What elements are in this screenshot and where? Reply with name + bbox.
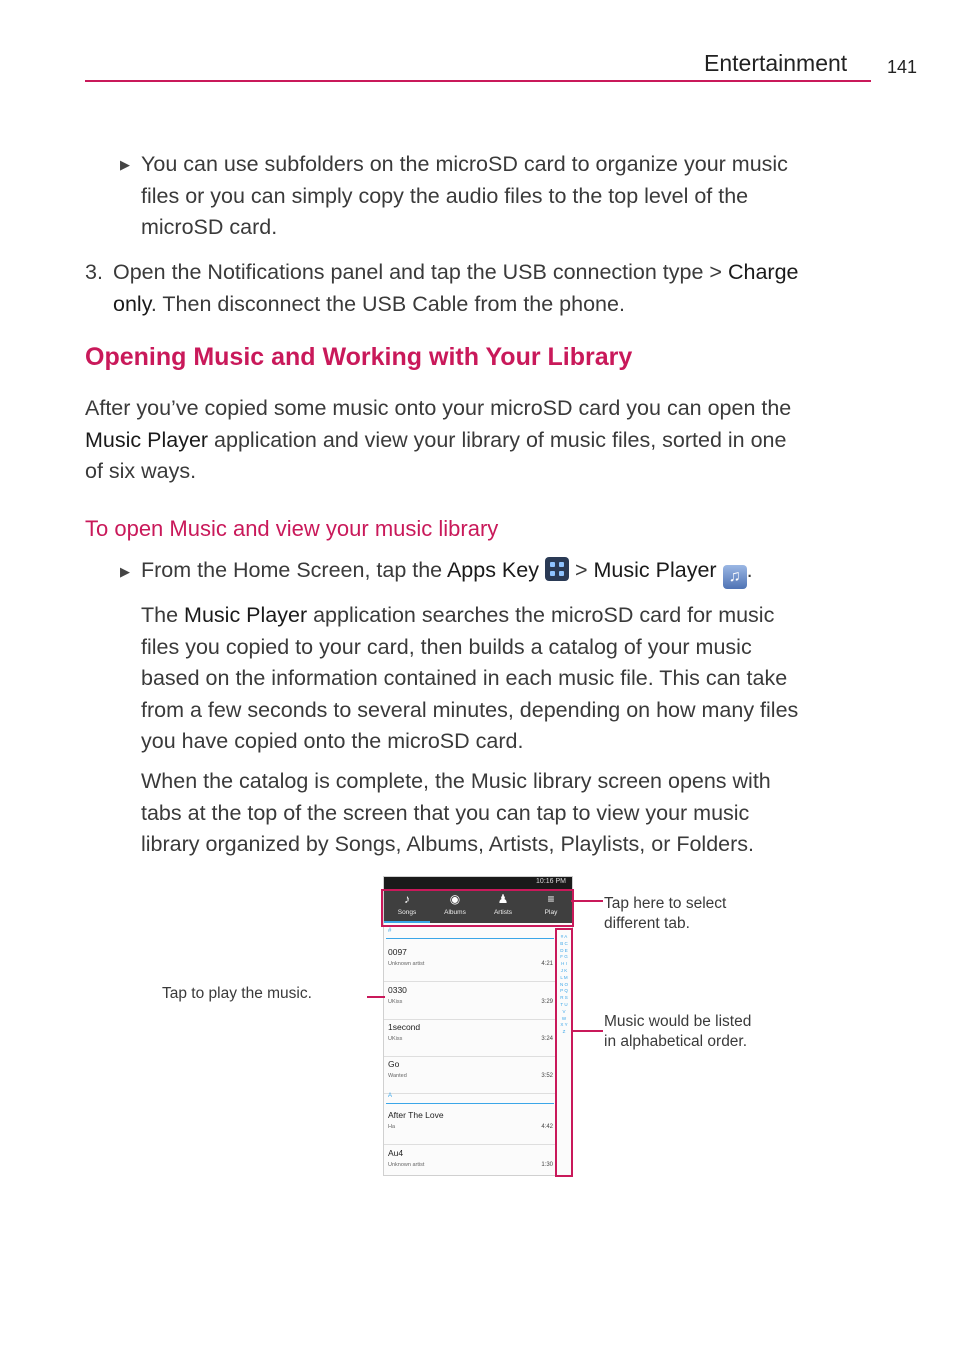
header-rule bbox=[85, 80, 871, 82]
song-title: 1second bbox=[388, 1022, 421, 1032]
song-title: After The Love bbox=[388, 1110, 444, 1120]
song-artist: UKiss bbox=[388, 1036, 403, 1042]
para2-line-1 bbox=[141, 600, 881, 632]
music-note-icon: ♪ bbox=[404, 892, 410, 906]
tab-artists[interactable]: ♟ Artists bbox=[480, 889, 526, 923]
song-artist: Unknown artist bbox=[388, 961, 425, 967]
song-duration: 4:21 bbox=[541, 961, 553, 967]
page-number: 141 bbox=[887, 57, 918, 77]
charge-label: Charge bbox=[727, 260, 799, 284]
song-title: 0097 bbox=[388, 947, 407, 957]
step-3-line-2 bbox=[113, 289, 873, 321]
para2-line-1-text: application searches the microSD card for music bbox=[313, 603, 775, 627]
index-highlight bbox=[555, 928, 573, 1177]
alpha-callout-line bbox=[571, 1030, 603, 1032]
catalog-paragraph bbox=[141, 600, 881, 758]
alpha-callout bbox=[604, 1012, 751, 1051]
para2-line-4: from a few seconds to several minutes, depending on how many files bbox=[141, 697, 799, 722]
alphabet-index[interactable]: # A B C D E F G H I J K L M N O P Q R S T U V W X Y Z bbox=[560, 934, 569, 1035]
tab-playlists[interactable]: ≡ Play bbox=[530, 889, 572, 923]
step-3-number: 3. bbox=[85, 260, 103, 284]
library-paragraph bbox=[141, 766, 881, 861]
song-title: Go bbox=[388, 1059, 400, 1069]
para2-line-5: you have copied onto the microSD card. bbox=[141, 729, 524, 753]
status-time: 10:16 PM bbox=[536, 878, 566, 885]
section-divider bbox=[386, 938, 554, 939]
para1-line-1: After you’ve copied some music onto your microSD card you can open the bbox=[85, 396, 792, 420]
para3-line-2: tabs at the top of the screen that you can tap to view your music bbox=[141, 800, 750, 825]
tab-callout-line bbox=[571, 900, 603, 902]
intro-line-2: files or you can simply copy the audio files to the top level of the bbox=[141, 183, 749, 208]
para3-line-3: library organized by Songs, Albums, Artists, Playlists, or Folders. bbox=[141, 832, 754, 856]
tab-callout bbox=[604, 894, 726, 933]
section-letter: # bbox=[388, 928, 392, 934]
tab-callout-line-2: different tab. bbox=[604, 914, 690, 932]
section-letter: A bbox=[388, 1093, 393, 1099]
song-row[interactable] bbox=[384, 1056, 556, 1094]
song-row[interactable] bbox=[384, 982, 556, 1020]
artist-icon: ♟ bbox=[497, 892, 509, 906]
song-duration: 3:24 bbox=[541, 1036, 553, 1042]
song-duration: 3:29 bbox=[541, 999, 553, 1005]
song-artist: Wanted bbox=[388, 1073, 407, 1079]
intro-paragraph bbox=[85, 393, 875, 488]
song-duration: 4:42 bbox=[541, 1124, 553, 1130]
section-divider bbox=[386, 1103, 554, 1104]
para2-line-2: files you copied to your card, then builds a catalog of your music bbox=[141, 634, 752, 659]
song-duration: 3:52 bbox=[541, 1073, 553, 1079]
apps-key-label: Apps Key bbox=[446, 558, 539, 582]
intro-bullet bbox=[141, 149, 788, 244]
song-artist: Ha bbox=[388, 1124, 396, 1130]
intro-line-1: You can use subfolders on the microSD card to organize your music bbox=[141, 152, 788, 176]
subheading: To open Music and view your music library bbox=[85, 516, 499, 541]
step-3-text: Open the Notifications panel and tap the USB connection type > bbox=[113, 260, 722, 284]
song-title: Au4 bbox=[388, 1148, 404, 1158]
bullet-arrow-icon: ▶ bbox=[120, 564, 130, 579]
step-3 bbox=[113, 257, 873, 320]
open-step-text: From the Home Screen, tap the bbox=[141, 558, 443, 582]
song-title: 0330 bbox=[388, 985, 407, 995]
step-3-line-1 bbox=[113, 257, 873, 289]
album-icon: ◉ bbox=[449, 892, 461, 906]
para2-the: The bbox=[141, 603, 179, 627]
song-duration: 1:30 bbox=[541, 1162, 553, 1168]
status-bar bbox=[384, 877, 572, 889]
song-row[interactable] bbox=[384, 1107, 556, 1145]
section-title: Entertainment bbox=[704, 50, 848, 76]
tab-callout-line-1: Tap here to select bbox=[604, 895, 727, 912]
section-heading: Opening Music and Working with Your Library bbox=[85, 343, 633, 371]
song-row[interactable] bbox=[384, 944, 556, 982]
music-player-label: Music Player bbox=[593, 558, 717, 582]
tab-songs[interactable]: ♪ Songs bbox=[384, 889, 430, 923]
play-callout-line bbox=[367, 996, 385, 998]
alpha-callout-line-1: Music would be listed bbox=[604, 1013, 752, 1030]
music-player-label: Music Player bbox=[85, 427, 209, 452]
only-label: only bbox=[113, 291, 151, 316]
song-row[interactable] bbox=[384, 1019, 556, 1057]
para1-line-2 bbox=[85, 425, 875, 457]
para3-line-1: When the catalog is complete, the Music library screen opens with bbox=[141, 769, 771, 793]
song-row[interactable] bbox=[384, 1145, 556, 1176]
open-step bbox=[141, 555, 861, 589]
song-artist: UKiss bbox=[388, 999, 403, 1005]
intro-line-3: microSD card. bbox=[141, 215, 278, 239]
para1-line-2-text: application and view your library of music files, sorted in one bbox=[214, 427, 787, 452]
apps-key-icon bbox=[545, 557, 569, 581]
period: . bbox=[746, 558, 753, 582]
bullet-arrow-icon: ▶ bbox=[120, 157, 130, 172]
tabs-highlight bbox=[381, 889, 574, 927]
tab-albums[interactable]: ◉ Albums bbox=[432, 889, 478, 923]
music-player-icon: ♫ bbox=[723, 565, 747, 589]
playlist-icon: ≡ bbox=[547, 892, 555, 906]
step-3-tail: . Then disconnect the USB Cable from the phone. bbox=[150, 291, 625, 316]
song-artist: Unknown artist bbox=[388, 1162, 425, 1168]
gt-symbol: > bbox=[574, 558, 588, 582]
para2-line-3: based on the information contained in each music file. This can take bbox=[141, 666, 788, 690]
para1-line-3: of six ways. bbox=[85, 459, 197, 483]
music-player-label: Music Player bbox=[184, 603, 308, 627]
alpha-callout-line-2: in alphabetical order. bbox=[604, 1032, 748, 1050]
play-callout: Tap to play the music. bbox=[162, 985, 312, 1002]
